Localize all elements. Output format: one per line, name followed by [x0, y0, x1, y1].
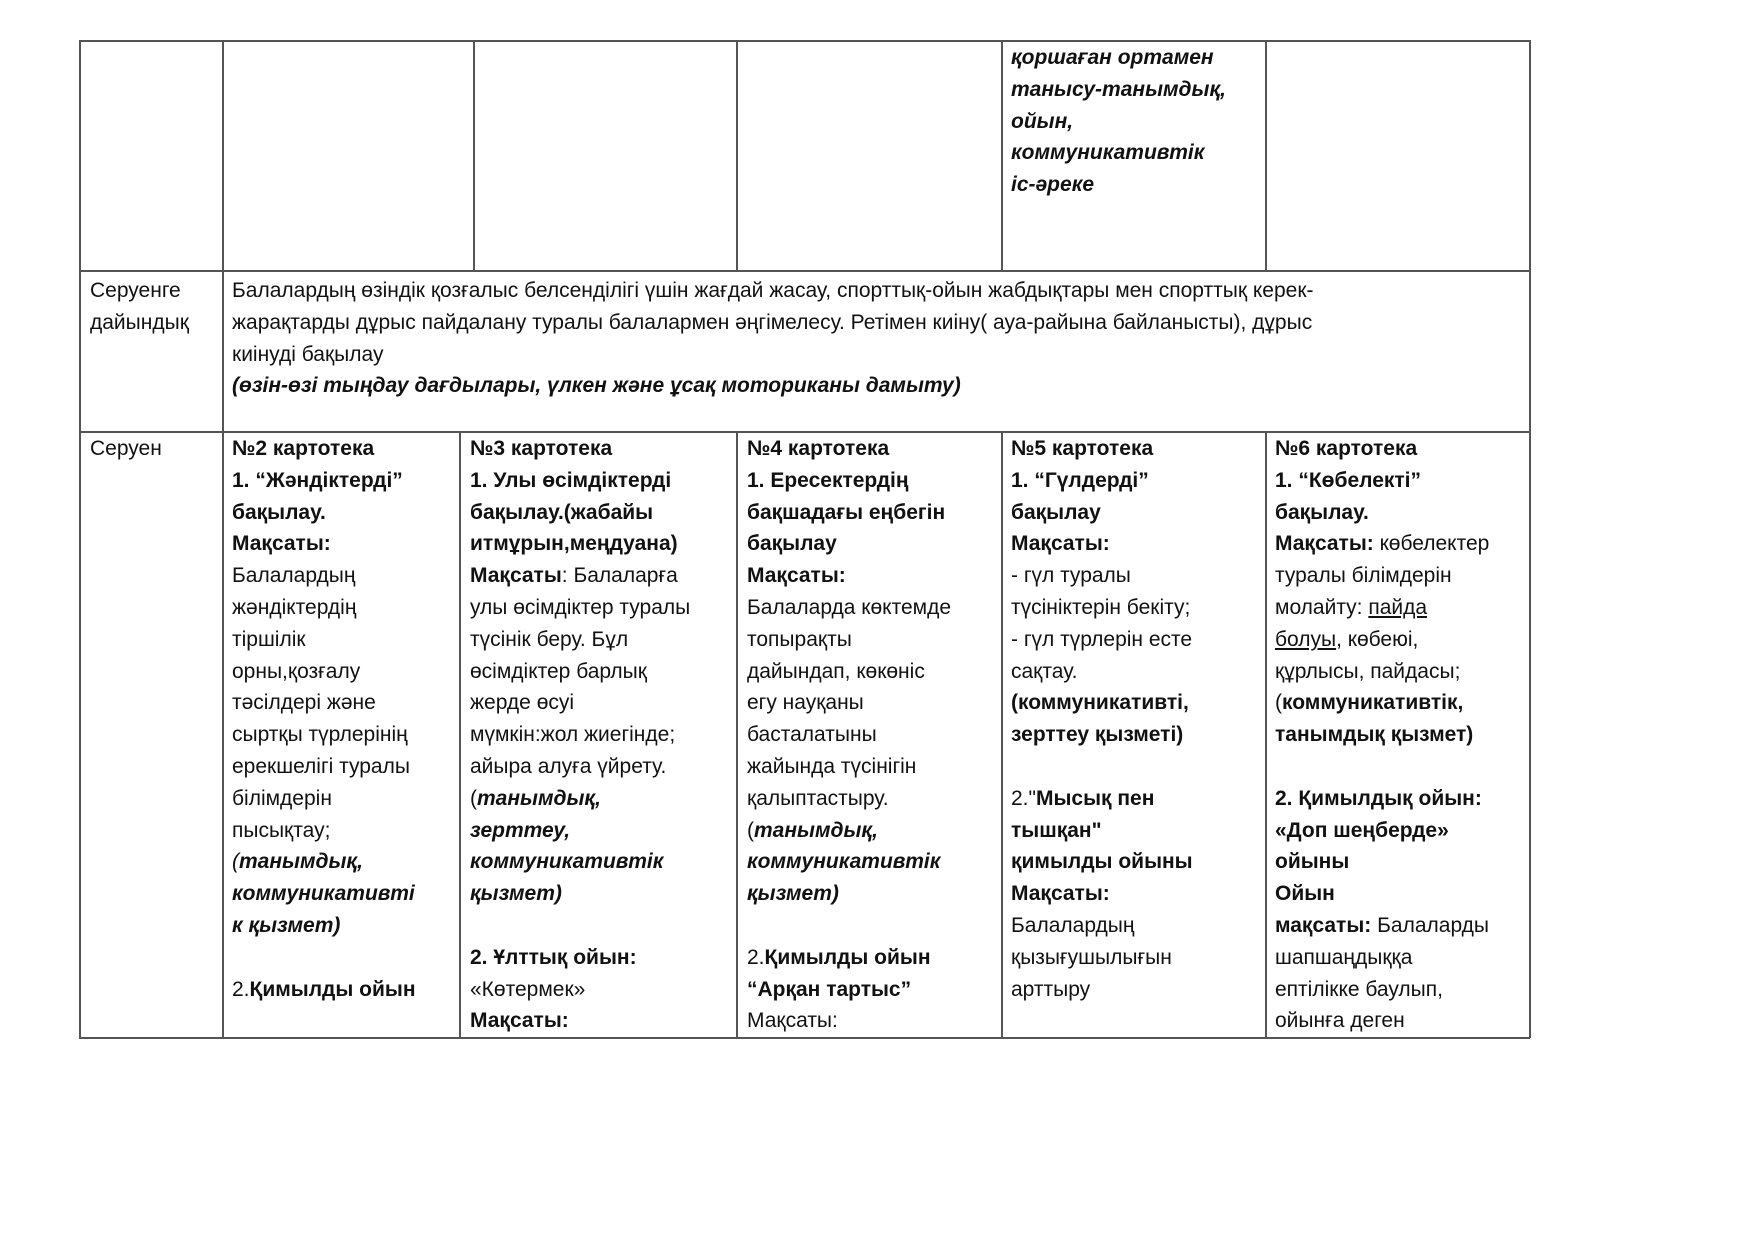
- text-line: [1011, 751, 1193, 783]
- text-run: Мақсаты:: [232, 532, 331, 556]
- text-line: [1275, 846, 1489, 878]
- text-run: (: [232, 850, 239, 874]
- text-line: [1011, 42, 1226, 74]
- row-separator: [79, 270, 1530, 272]
- text-run: ептілікке баулып,: [1275, 977, 1443, 1001]
- text-run: пысықтау;: [232, 818, 331, 842]
- text-run: молайту:: [1275, 595, 1369, 619]
- text-line: [470, 878, 690, 910]
- text-run: «Көтермек»: [470, 977, 586, 1001]
- text-run: көбелектер: [1373, 532, 1490, 556]
- text-run: - гүл түрлерін есте: [1011, 627, 1193, 651]
- text-line: [232, 275, 1314, 307]
- text-line: [1011, 910, 1193, 942]
- text-run: қызмет): [747, 882, 839, 906]
- text-run: егу науқаны: [747, 691, 864, 715]
- text-line: [1275, 592, 1489, 624]
- text-line: [232, 370, 1314, 402]
- text-line: [232, 751, 416, 783]
- text-run: Мақсаты:: [747, 564, 846, 588]
- text-run: сақтау.: [1011, 659, 1078, 683]
- text-line: [470, 719, 690, 751]
- text-run: болуы: [1275, 627, 1337, 651]
- text-line: [747, 974, 951, 1006]
- text-run: Мақсаты:: [1275, 532, 1374, 556]
- text-line: [470, 974, 690, 1006]
- text-line: [747, 846, 951, 878]
- row3-card-2-cell: [232, 433, 416, 1005]
- text-run: Мақсаты:: [1011, 882, 1110, 906]
- text-run: қызығушылығын: [1011, 945, 1172, 969]
- text-line: [1011, 137, 1226, 169]
- text-run: №3 картотека: [470, 437, 613, 460]
- text-line: [747, 592, 951, 624]
- text-run: 2. Қимылдық ойын:: [1275, 786, 1482, 810]
- text-run: киінуді бақылау: [232, 342, 384, 366]
- text-line: [1011, 656, 1193, 688]
- text-line: [470, 687, 690, 719]
- text-line: [470, 751, 690, 783]
- text-run: бақылау.: [232, 500, 326, 524]
- text-run: Балалардың: [232, 564, 356, 588]
- text-line: [90, 433, 162, 465]
- text-run: Мақсаты:: [1011, 532, 1110, 556]
- text-run: қалыптастыру.: [747, 786, 889, 810]
- text-run: қызмет): [470, 882, 562, 906]
- text-run: Мақсаты:: [747, 1009, 838, 1033]
- text-run: (өзін-өзі тыңдау дағдылары, үлкен және ұсақ моториканы дамыту): [232, 374, 961, 398]
- text-line: [1011, 497, 1193, 529]
- text-line: [747, 910, 951, 942]
- row3-card-6-cell: [1275, 433, 1489, 1037]
- text-line: [1011, 942, 1193, 974]
- text-line: [232, 433, 416, 465]
- text-run: мүмкін:жол жиегінде;: [470, 723, 676, 747]
- text-line: [232, 719, 416, 751]
- text-run: коммуникативтік,: [1282, 691, 1464, 715]
- text-run: қоршаған ортамен: [1011, 46, 1214, 69]
- text-run: зерттеу,: [470, 818, 571, 842]
- text-line: [1011, 878, 1193, 910]
- text-run: Мақсаты: [470, 564, 562, 588]
- text-run: Балаларда көктемде: [747, 595, 952, 619]
- text-line: [232, 878, 416, 910]
- text-line: [1275, 624, 1489, 656]
- text-line: [470, 528, 690, 560]
- text-line: [747, 783, 951, 815]
- text-line: [747, 497, 951, 529]
- text-line: [470, 846, 690, 878]
- text-line: [232, 910, 416, 942]
- text-line: [747, 560, 951, 592]
- text-run: 2.: [232, 977, 250, 1001]
- text-line: [232, 624, 416, 656]
- text-run: ойынға деген: [1275, 1009, 1405, 1033]
- text-run: №4 картотека: [747, 437, 890, 460]
- text-run: к қызмет): [232, 913, 341, 937]
- text-line: [1275, 910, 1489, 942]
- text-line: [747, 656, 951, 688]
- text-line: [232, 942, 416, 974]
- text-line: [232, 974, 416, 1006]
- row1-activity-cell: [1011, 42, 1226, 201]
- text-run: ойын,: [1011, 109, 1074, 133]
- text-line: [1275, 878, 1489, 910]
- text-line: [1011, 974, 1193, 1006]
- text-line: [470, 815, 690, 847]
- text-line: [470, 433, 690, 465]
- text-line: [747, 433, 951, 465]
- text-run: Балаларды: [1371, 913, 1489, 937]
- text-run: коммуникативтік: [747, 850, 941, 874]
- text-run: жайында түсінігін: [747, 754, 917, 778]
- text-line: [90, 275, 189, 307]
- row3-card-5-cell: [1011, 433, 1193, 1005]
- text-run: жарақтарды дұрыс пайдалану туралы балалармен әңгімелесу. Ретімен киіну( ауа-райына байланысты), дұрыс: [232, 310, 1313, 334]
- text-line: [1011, 687, 1193, 719]
- text-run: бақшадағы еңбегін: [747, 500, 946, 524]
- text-line: [1275, 1005, 1489, 1037]
- text-line: [232, 783, 416, 815]
- text-line: [1275, 974, 1489, 1006]
- column-separator: [222, 40, 224, 1038]
- text-line: [232, 339, 1314, 371]
- text-run: “Арқан тартыс”: [747, 977, 912, 1001]
- text-run: арттыру: [1011, 977, 1091, 1001]
- text-line: [90, 307, 189, 339]
- text-line: [747, 624, 951, 656]
- text-run: итмұрын,меңдуана): [470, 532, 678, 556]
- text-run: Мысық пен: [1035, 786, 1155, 810]
- text-line: [1275, 719, 1489, 751]
- text-line: [232, 307, 1314, 339]
- text-run: құрлысы, пайдасы;: [1275, 659, 1461, 683]
- text-run: 1. “Гүлдерді”: [1011, 468, 1149, 492]
- text-line: [470, 624, 690, 656]
- text-run: коммуникативті: [232, 882, 415, 906]
- text-run: 1. Ересектердің: [747, 468, 909, 492]
- text-run: 2.: [747, 945, 765, 969]
- text-run: орны,қозғалу: [232, 659, 361, 683]
- text-line: [1275, 656, 1489, 688]
- column-separator: [1265, 40, 1267, 271]
- column-separator: [1001, 431, 1003, 1038]
- border-left: [79, 40, 81, 1038]
- border-bottom: [79, 1037, 1530, 1039]
- text-run: басталатыны: [747, 723, 877, 747]
- text-run: «Доп шеңберде»: [1275, 818, 1449, 842]
- text-run: сыртқы түрлерінің: [232, 723, 408, 747]
- text-line: [470, 560, 690, 592]
- text-line: [747, 465, 951, 497]
- text-line: [1011, 592, 1193, 624]
- text-line: [1275, 497, 1489, 529]
- text-line: [470, 910, 690, 942]
- text-line: [1275, 465, 1489, 497]
- text-line: [747, 1005, 951, 1037]
- text-run: Ойын: [1275, 882, 1335, 906]
- text-run: тышқан": [1011, 818, 1102, 842]
- text-line: [470, 465, 690, 497]
- text-run: Серуен: [90, 437, 162, 460]
- text-run: шапшаңдыққа: [1275, 945, 1413, 969]
- border-right: [1529, 40, 1531, 1038]
- text-run: Балалардың өзіндік қозғалыс белсенділігі үшін жағдай жасау, спорттық-ойын жабдықтары мен спорттық керек-: [232, 279, 1314, 302]
- text-line: [747, 751, 951, 783]
- text-line: [470, 497, 690, 529]
- text-line: [232, 528, 416, 560]
- text-run: (: [470, 786, 477, 810]
- text-run: (коммуникативті,: [1011, 691, 1189, 715]
- row3-label-cell: [90, 433, 162, 465]
- text-line: [1275, 815, 1489, 847]
- text-run: бақылау: [1011, 500, 1101, 524]
- text-run: ойыны: [1275, 850, 1350, 874]
- row3-card-4-cell: [747, 433, 951, 1037]
- text-line: [1275, 528, 1489, 560]
- text-run: бақылау: [747, 532, 837, 556]
- text-line: [232, 592, 416, 624]
- text-line: [747, 815, 951, 847]
- text-line: [1011, 169, 1226, 201]
- text-line: [470, 783, 690, 815]
- text-run: Балалардың: [1011, 913, 1135, 937]
- border-top: [79, 40, 1530, 42]
- text-line: [1011, 719, 1193, 751]
- text-run: 2.": [1011, 786, 1036, 810]
- text-run: танысу-танымдық,: [1011, 77, 1226, 101]
- text-run: танымдық,: [754, 818, 878, 842]
- text-line: [1275, 751, 1489, 783]
- column-separator: [736, 40, 738, 271]
- text-run: танымдық қызмет): [1275, 723, 1474, 747]
- text-run: улы өсімдіктер туралы: [470, 595, 691, 619]
- text-run: білімдерін: [232, 786, 332, 810]
- text-line: [1011, 74, 1226, 106]
- column-separator: [736, 431, 738, 1038]
- text-run: Қимылды ойын: [764, 945, 931, 969]
- text-line: [470, 1005, 690, 1037]
- text-line: [1275, 783, 1489, 815]
- text-line: [1275, 687, 1489, 719]
- text-line: [1011, 433, 1193, 465]
- text-run: топырақты: [747, 627, 852, 651]
- text-run: жерде өсуі: [470, 691, 575, 715]
- text-run: - гүл туралы: [1011, 564, 1131, 588]
- text-line: [747, 878, 951, 910]
- text-run: : Балаларға: [561, 564, 678, 588]
- text-run: өсімдіктер барлық: [470, 659, 647, 683]
- text-run: №6 картотека: [1275, 437, 1418, 460]
- text-run: 2. Ұлттық ойын:: [470, 945, 637, 969]
- text-run: , көбеюі,: [1336, 627, 1419, 651]
- text-run: 1. Улы өсімдіктерді: [470, 468, 672, 492]
- text-run: коммуникативтік: [1011, 141, 1205, 165]
- text-line: [470, 942, 690, 974]
- text-line: [470, 592, 690, 624]
- text-line: [232, 846, 416, 878]
- text-run: ерекшелігі туралы: [232, 754, 410, 778]
- text-run: коммуникативтік: [470, 850, 664, 874]
- text-line: [1275, 560, 1489, 592]
- text-line: [232, 497, 416, 529]
- text-run: танымдық,: [477, 786, 601, 810]
- text-run: тәсілдері және: [232, 691, 376, 715]
- text-run: 1. “Жәндіктерді”: [232, 468, 403, 492]
- text-line: [232, 687, 416, 719]
- text-line: [232, 560, 416, 592]
- row2-content-cell: [232, 275, 1314, 402]
- text-line: [747, 687, 951, 719]
- text-run: іс-әреке: [1011, 173, 1095, 197]
- row2-label-cell: [90, 275, 189, 339]
- text-line: [1011, 815, 1193, 847]
- text-line: [1011, 846, 1193, 878]
- text-run: пайда: [1368, 595, 1428, 619]
- text-run: 1. “Көбелекті”: [1275, 468, 1422, 492]
- column-separator: [1265, 431, 1267, 1038]
- text-line: [1011, 624, 1193, 656]
- text-run: Серуенге: [90, 279, 181, 302]
- text-run: зерттеу қызметі): [1011, 723, 1184, 747]
- text-run: түсінік беру. Бұл: [470, 627, 629, 651]
- text-run: жәндіктердің: [232, 595, 357, 619]
- text-run: бақылау.(жабайы: [470, 500, 654, 524]
- column-separator: [459, 431, 461, 1038]
- text-line: [470, 656, 690, 688]
- text-run: тіршілік: [232, 627, 306, 651]
- text-line: [1275, 433, 1489, 465]
- text-line: [232, 815, 416, 847]
- text-line: [1011, 560, 1193, 592]
- text-run: танымдық,: [239, 850, 363, 874]
- text-run: туралы білімдерін: [1275, 564, 1452, 588]
- text-run: Мақсаты:: [470, 1009, 569, 1033]
- text-run: (: [747, 818, 754, 842]
- text-line: [1011, 783, 1193, 815]
- text-line: [747, 719, 951, 751]
- column-separator: [473, 40, 475, 271]
- text-run: қимылды ойыны: [1011, 850, 1193, 874]
- text-line: [747, 942, 951, 974]
- text-line: [232, 656, 416, 688]
- text-run: дайындап, көкөніс: [747, 659, 925, 683]
- text-run: дайындық: [90, 310, 189, 334]
- text-line: [1275, 942, 1489, 974]
- text-line: [1011, 465, 1193, 497]
- text-line: [1011, 106, 1226, 138]
- text-run: (: [1275, 691, 1282, 715]
- text-run: №5 картотека: [1011, 437, 1154, 460]
- text-run: мақсаты:: [1275, 913, 1372, 937]
- row3-card-3-cell: [470, 433, 690, 1037]
- text-run: №2 картотека: [232, 437, 375, 460]
- text-run: айыра алуға үйрету.: [470, 754, 667, 778]
- text-line: [747, 528, 951, 560]
- text-run: Қимылды ойын: [249, 977, 416, 1001]
- text-line: [1011, 528, 1193, 560]
- column-separator: [1001, 40, 1003, 271]
- text-run: бақылау.: [1275, 500, 1369, 524]
- text-line: [232, 465, 416, 497]
- text-run: түсініктерін бекіту;: [1011, 595, 1191, 619]
